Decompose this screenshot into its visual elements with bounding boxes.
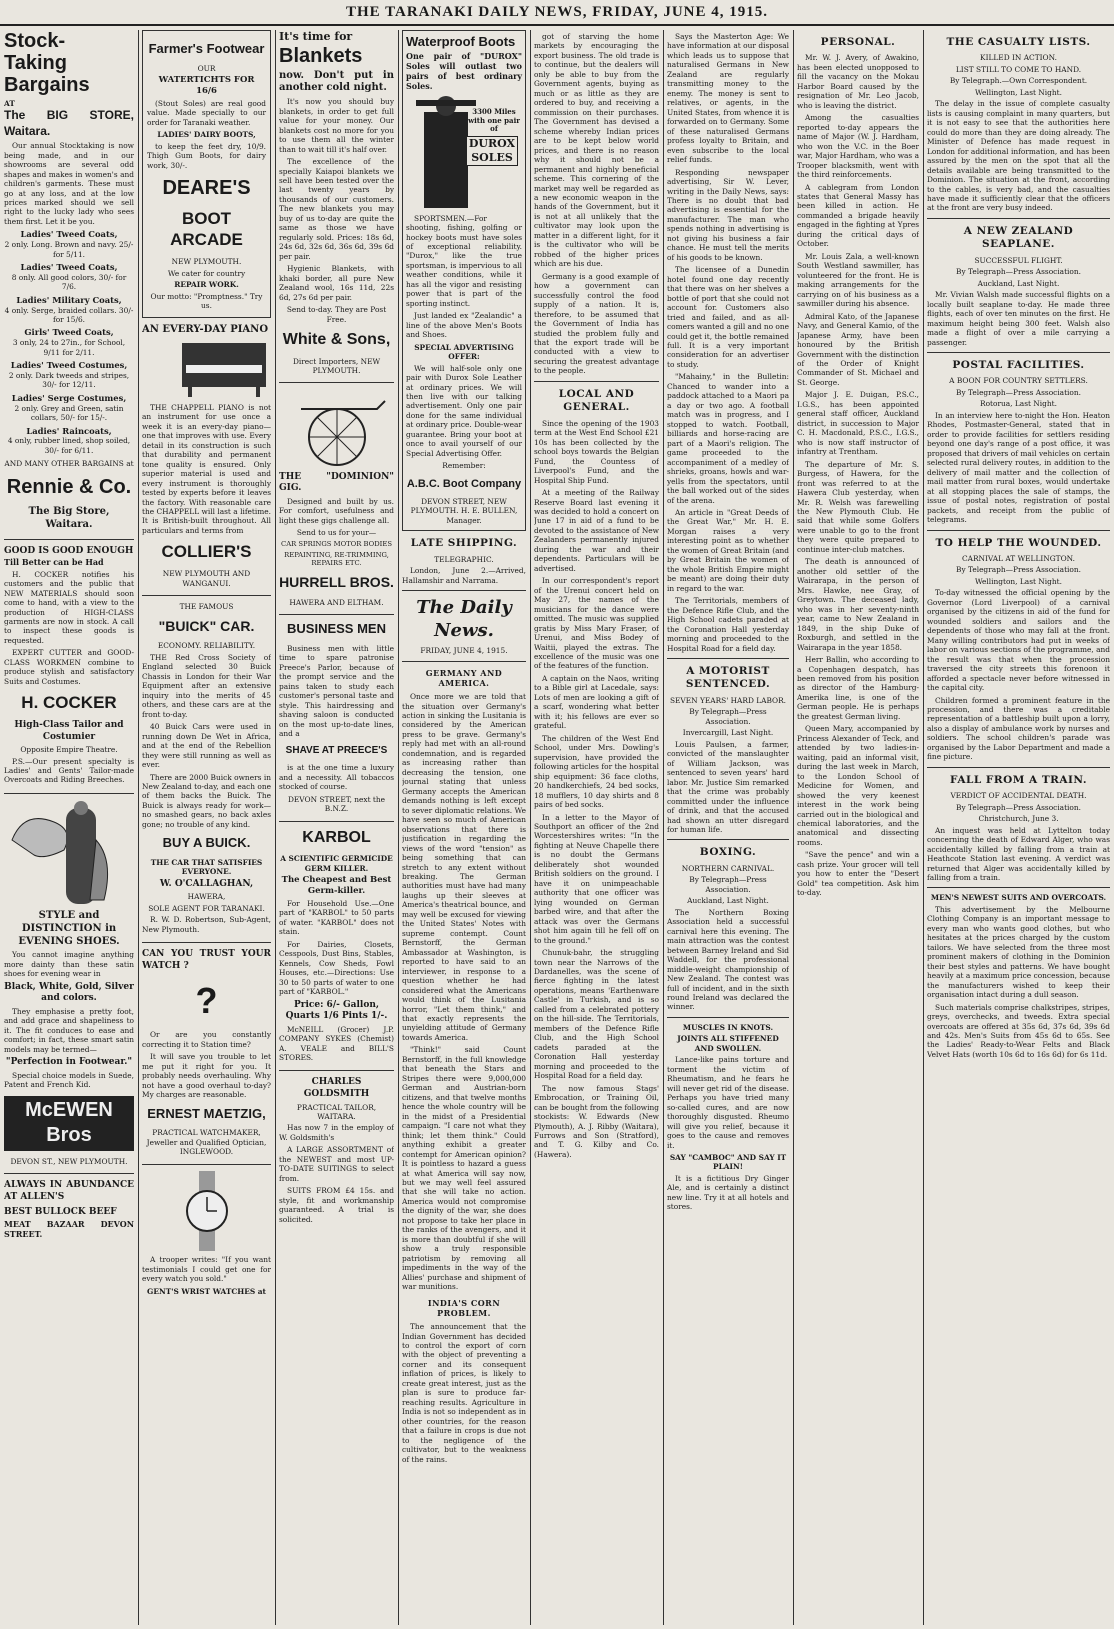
karbol-ad: KARBOL A SCIENTIFIC GERMICIDE GERM KILLER. The Cheapest and Best Germ-killer. For Household Use.—One part of "KARBOL" to 50 parts of water. "KARBOL" does not stain. For Dairies, Closets, Cesspools, Dust Bins, Stables, Kennels, Cow Sheds, Fowl Houses, etc.—Directions: Use 30 to 50 parts of water to one part of "KARBOL." Price: 6/- Gallon, Quarts 1/6 Pints 1/-. McNEILL (Grocer) J.P. COMPANY SYKES (Chemist) A. VEALE and BILL'S STORES. xyxy=(279,828,394,1072)
durox-ad: Waterproof Boots One pair of "DUROX" Soles will outlast two pairs of best ordinary Soles. 3300 Miles with one pair of DUROX SOLES SPORTSMEN.—For shooting, fishing, golfing or hockey boots must have soles of exceptional reliability. "Durox," like the true sportsman, is impervious to all weather conditions, while it has all the vigor and resisting power that is part of the sporting instinct. Just landed ex "Zealandic" a line of the above Men's Boots and Shoes. SPECIAL ADVERTISING OFFER: We will half-sole only one pair with Durox Sole Leather at ordinary prices. We will then live with our talking advertisement. Only one pair done for the same individual at ordinary price. Double-wear guarantee. Bring your boot at once to avail yourself of our Special Advertising Offer. Remember: A.B.C. Boot Company DEVON STREET, NEW PLYMOUTH. H. E. BULLEN, Manager. xyxy=(402,30,526,531)
goldsmith-ad: CHARLES GOLDSMITH PRACTICAL TAILOR, WAITARA. Has now 7 in the employ of W. Goldsmith's A LARGE ASSORTMENT of the NEWEST and most UP-TO-DATE SUITINGS to select from. SUITS FROM £4 15s. and style, fit and workmanship guaranteed. A trial is solicited. xyxy=(279,1077,394,1224)
motorist-heading: A MOTORIST SENTENCED. xyxy=(685,665,771,691)
piano-illustration xyxy=(142,339,271,399)
stocktaking-ad: Stock- Taking Bargains AT The BIG STORE, Waitara. Our annual Stocktaking is now being made, and in our showrooms are several odd shapes and makes in women's and children's garments. These must go at any loss, and at the low prices marked should we sell right to the lucky lady who sees them first. Let it be you. Ladies' Tweed Coats, 2 only. Long. Brown and navy. 25/- for 5/11. Ladies' Tweed Coats, 8 only. All good colors, 30/- for 7/6. Ladies' Military Coats, 4 only. Serge, braided collars. 30/- for 15/6. Girls' Tweed Coats, 3 only, 24 to 27in., for School, 9/11 for 2/11. Ladies' Tweed Costumes, 2 only. Dark tweeds and stripes, 30/- for 12/11. Ladies' Serge Costumes, 2 only. Grey and Green, satin collars, 50/- for 15/-. Ladies' Raincoats, 4 only, rubber lined, shop soiled, 30/- for 6/11. AND MANY OTHER BARGAINS at Rennie & Co. The Big Store, Waitara. xyxy=(4,30,134,540)
late-shipping-heading: LATE SHIPPING. xyxy=(410,537,518,550)
germany-america-heading: GERMANY AND AMERICA. xyxy=(425,667,503,688)
column-3 xyxy=(279,30,394,1625)
soldier-illustration: 3300 Miles with one pair of DUROX SOLES xyxy=(406,92,522,212)
big-store-name: The BIG STORE, Waitara. xyxy=(4,108,134,138)
deares-name: DEARE'S xyxy=(162,177,251,200)
seaplane-heading: A NEW ZEALAND SEAPLANE. xyxy=(963,224,1074,251)
cocker-ad: GOOD IS GOOD ENOUGH Till Better can be Had H. COCKER notifies his customers and the public that NEW MATERIALS should soon come to hand, with a view to the production of HIGH-CLASS garments are now in stock. A call to inspect these goods is requested. EXPERT CUTTER and GOOD-CLASS WORKMEN combine to produce stylish and satisfactory Suits and Costumes. H. COCKER High-Class Tailor and Costumier Opposite Empire Theatre. P.S.—Our present specialty is Ladies' and Gents' Tailor-made Overcoats and Riding Breeches. xyxy=(4,546,134,794)
wrist-watch-illustration xyxy=(142,1171,271,1253)
column-2: Farmer's Footwear OUR WATERTICHTS FOR 16/6 (Stout Soles) are real good value. Made specially to our order for Taranaki weather. LADIES' DAIRY BOOTS, to keep the feet dry, 10/9. Thigh Gum Boots, for dairy work, 30/-. DEARE'S BOOT ARCADE NEW PLYMOUTH. We cater for country REPAIR WORK. Our motto: "Promptness." Try us. AN EVERY-DAY PIANO THE CHAPPELL PIANO is not an instrument for use once a week it is an every-day piano—one that improves with use. Every detail in its construction is such that durability and permanent tone quality is ensured. Only superior material is used and every instrument is thoroughly tested by experts before it leaves the factory. With reasonable care the CHAPPELL will last a lifetime. It is British-built throughout. All particulars and terms from COLLIER'S NEW PLYMOUTH AND WANGANUI. THE FAMOUS "BUICK" CAR. ECONOMY. RELIABILITY. THE Red Cross Society of England selected 30 Buick Chassis in London for their War Equipment after an extensive inquiry into the merits of 45 others, and these cars are at the front to-day. 40 Buick Cars were used in running down De Wet in Africa, and at the end of the Rebellion they were still running as well as ever. There are 2000 Buick owners in New Zealand to-day, and each one of them backs the Buick. The Buick is always ready for work—no smashed gears, no back axles gone; no trouble of any kind. BUY A BUICK. THE CAR THAT SATISFIES EVERYONE. W. O'CALLAGHAN, HAWERA, SOLE AGENT FOR TARANAKI. R. W. D. Robertson, Sub-Agent, New Plymouth. CAN YOU TRUST YOUR WATCH ? ? Or are you constantly correcting it to Station time? It will save you trouble to let me put it right for you. It probably needs overhauling. Why not have a good overhaul to-day? My charges are reasonable. ERNEST MAETZIG, PRACTICAL WATCHMAKER, Jeweller and Qualified Optician, INGLEWOOD. A trooper writes: "If you want testimonials I could get one for every watch you sold." GENT'S WRIST WATCHES at xyxy=(142,30,271,1625)
wounded-heading: TO HELP THE WOUNDED. xyxy=(935,536,1102,549)
maetzig-ad: CAN YOU TRUST YOUR WATCH ? ? Or are you constantly correcting it to Station time? It will save you trouble to let me put it right for you. It probably needs overhauling. Why not have a good overhaul to-day? My charges are reasonable. ERNEST MAETZIG, PRACTICAL WATCHMAKER, Jeweller and Qualified Optician, INGLEWOOD. xyxy=(142,949,271,1164)
casualty-heading: THE CASUALTY LISTS. xyxy=(946,36,1091,48)
column-5: got of starving the home markets by encouraging the export business. The old trade is to continue, but the dealers will only be able to buy from the Government agents, buying as much or as little as they are ordered to buy, and receiving a commission on their purchases. The Government has devised a scheme whereby Indian prices are to be kept below world prices, and there is no reason why it should not be a permanent and highly beneficial scheme. This cornering of the market may well be regarded as a new economic weapon in the hands of the Government, but it is not at all unlikely that the cultivator may look upon the matter in a different light, for it is the cultivator who will be robbed of the higher prices which are his due. Germany is a good example of how a government can successfully control the food supply of a nation. It is, therefore, to be assumed that the Government of India has studied the problem fully and that the export trade will be conducted with a view to securing the greatest advantage to the people. LOCAL AND GENERAL. Since the opening of the 1903 term at the West End School £21 10s has been collected by the school boys towards the Belgian Fund, the Countess of Liverpool's Fund, and the Hospital Ship Fund. At a meeting of the Railway Reserve Board last evening it was decided to hold a concert on June 17 in aid of a fund to be devoted to the assistance of New Zealanders permanently injured during the war and their dependents. Particulars will be advertised. In our correspondent's report of the Urenui concert held on May 27, the names of the musicians for the dance were omitted. The music was supplied gratis by Miss Mary Fraser, of Urenui, and Miss Bodey of Waitii, played the extras. The excellence of the music was one of the features of the function. A captain on the Naos, writing to a Bible girl at Lacedale, says: Lots of men are looking a gift of a scarf, wondering what better with it; his fellows are ever so grateful. The children of the West End School, under Mrs. Dowling's supervision, have provided the following articles for the hospital ship equipment: 36 face cloths, 20 handkerchiefs, 24 bed socks, 18 mufflers, 10 day shirts and 8 pairs of bed socks. In a letter to the Mayor of Southport an officer of the 2nd Worcestershires writes: "In the fighting at Neuve Chapelle there is no doubt the Germans deliberately shot wounded British soldiers on the ground. I have it on unimpeachable authority that one officer was lying wounded on German barbed wire, and that after the attack was over the Germans shot him again till he fell off on to the ground." Chunuk-bahr, the struggling town near the Narrows of the Dardanelles, was the scene of fierce fighting in the latest operations, means 'Earthenware Castle' in Turkish, and is so called from a celebrated pottery on the hill-side. The Territorials, members of the Defence Rifle Club, and the High School cadets paraded at the Coronation Hall yesterday morning and proceeded to the Hospital Road for a field day. The now famous Stags' Embrocation, or Training Oil, can be bought from the following stockists: W. Edwards (New Plymouth), A. J. Ribby (Waitara), Furrows and Son (Stratford), and T. G. Kilby and Co. (Hawera). xyxy=(534,32,659,1159)
suits-heading: MEN'S NEWEST SUITS AND OVERCOATS. xyxy=(930,893,1107,903)
column-6: Says the Masterton Age: We have information at our disposal which leads us to suppose that naturalised Germans in New Zealand are regularly transmitting money to the enemy. The money is sent to relatives, or agents, in the United States, from whence it is forwarded on to Germany. Some of these naturalised Germans profess loyalty to Britain, and even subscribe to the local relief funds. Responding newspaper advertising, Sir W. Lever, writing in the Daily News, says: There is no doubt that bad advertising is essential for the manufacturer. The man who spends nothing in advertising is not giving his business a fair chance. He must tell the merits of his goods to be known. The licensee of a Dunedin hotel found one day recently that there was on her shelves a bottle of port that she could not account for. Customers also tried and failed, and as all-comers wanted a gill and no one could get it, the bottle remained full. It is a very important consideration for an advertiser to study. "Mahainy," in the Bulletin: Chanced to wander into a paddock attached to a Maori pa a day or two ago. A football match was in progress, and I stopped to watch. Football, billiards and horse-racing are part of a Maori's religion. The game proceeded to the accompaniment of a medley of shrieks, groans, howls and war-yells from the spectators, until the ball worked out of the sides of the arena. An article in "Great Deeds of the Great War," Mr. H. E. Morgan raises a very interesting point as to whether the women of Great Britain (and by Great Britain the women of the whole British Empire might be meant) are doing their duty in regard to the war. The Territorials, members of the Defence Rifle Club, and the High School cadets paraded at the Coronation Hall yesterday morning and proceeded to the Hospital Road for a field day. A MOTORIST SENTENCED. SEVEN YEARS' HARD LABOR. By Telegraph—Press Association. Invercargill, Last Night. Louis Paulsen, a farmer, convicted of the manslaughter of William Jackson, was sentenced to seven years' hard labor. Mr. Justice Sim remarked that the crime was probably committed under the influence of drink, and that the accused had shown an utter disregard for human life. BOXING. NORTHERN CARNIVAL. By Telegraph—Press Association. Auckland, Last Night. The Northern Boxing Association held a successful carnival here this evening. The main attraction was the contest between Barney Ireland and Sid Waddell, for the professional middle-weight championship of New Zealand. The contest was full of incident, and in the sixth round Ireland was declared the winner. MUSCLES IN KNOTS. JOINTS ALL STIFFENED AND SWOLLEN. Lance-like pains torture and torment the victim of Rheumatism, and he fears he will never get rid of the disease. Perhaps you have tried many so-called cures, and are now thoroughly disgusted. Rheumo will give you relief, because it goes to the cause and removes it. SAY "CAMBOC" AND SAY IT PLAIN! It is a fictitious Dry Ginger Ale, and is certainly a distinct new line. Try it at all hotels and stores. xyxy=(667,32,789,1212)
allens-ad: ALWAYS IN ABUNDANCE AT ALLEN'S xyxy=(4,1180,134,1202)
personal-heading: PERSONAL. xyxy=(820,36,896,48)
india-corn-heading: INDIA'S CORN PROBLEM. xyxy=(427,1297,501,1318)
postal-heading: POSTAL FACILITIES. xyxy=(952,359,1085,372)
bargain-list: Ladies' Tweed Coats, 2 only. Long. Brown and navy. 25/- for 5/11. Ladies' Tweed Coats, 8 only. All good colors, 30/- for 7/6. Ladies' Military Coats, 4 only. Serge, braided collars. 30/- for 15/6. Girls' Tweed Coats, 3 only, 24 to 27in., for School, 9/11 for 2/11. Ladies' Tweed Costumes, 2 only. Dark tweeds and stripes, 30/- for 12/11. Ladies' Serge Costumes, 2 only. Grey and Green, satin collars, 50/- for 15/-. Ladies' Raincoats, 4 only, rubber lined, shop soiled, 30/- for 6/11. xyxy=(4,229,134,455)
masthead: THE TARANAKI DAILY NEWS, FRIDAY, JUNE 4, 1915. xyxy=(0,0,1114,26)
gig-illustration xyxy=(279,389,394,471)
boxing-heading: BOXING. xyxy=(699,846,757,859)
shoe-illustration xyxy=(4,800,134,910)
mcewen-name: McEWEN Bros xyxy=(4,1096,134,1151)
column-7: PERSONAL. Mr. W. J. Avery, of Awakino, has been elected unopposed to fill the vacancy on the Mokau Harbor Board caused by the resignation of Mr. Leo Jacob, who is leaving the district. Among the casualties reported to-day appears the name of Major (W. J. Hardham, who won the V.C. in the Boer war, Major Hardham, who was a Trooper blacksmith, went with the third reinforcements. A cablegram from London states that General Massy has been killed in action. He commanded a brigade heavily engaged in the fighting at Ypres during the critical days of October. Mr. Louis Zala, a well-known South Westland sawmiller, has volunteered for the front. He is making arrangements for the carrying on of his business as a sawmiller during his absence. Admiral Kato, of the Japanese Navy, and General Kamio, of the Japanese Army, have been honoured by the British Government with the distinction of the Order of Knight Commander of St. Michael and St. George. Major J. E. Duigan, P.S.C., I.G.S., has been appointed general staff officer, Auckland district, in succession to Major C. H. Macdonald, P.S.C., I.G.S., who is now staff instructor of infantry at Trentham. The departure of Mr. S. Burgess, of Hawera, for the front was referred to at the Hawera Club yesterday, when Mr. R. Welsh was farewelling the New Plymouth Club. He said that while some Golfers were unable to go to the front they were quite prepared to continue inter-club matches. The death is announced of another old settler of the Wairarapa, in the person of Mrs. Hawke, nee Gray, of Greytown. The deceased lady, who was in her seventy-ninth year, came to New Zealand in 1849, in the ship Duke of Roxburgh, and settled in the Wairarapa in the year 1858. Herr Ballin, who according to a Copenhagen despatch, has been removed from his position as director of the Hamburg-Amerika line, is one of the German people. He is perhaps the greatest German living. Queen Mary, accompanied by Princess Alexander of Teck, and attended by two ladies-in-waiting, paid an informal visit, during the last week in March, to the London School of Medicine for Women, and showed the very keenest interest in the work being carried out in the biological and chemical laboratories, and the anatomical and dissecting rooms. "Save the pence" and win a cash prize. Your grocer will tell you how to enter the "Desert Gold" tea competition. Ask him to-day. xyxy=(797,36,919,898)
buick-ad: THE FAMOUS "BUICK" CAR. ECONOMY. RELIABILITY. THE Red Cross Society of England selected 30 Buick Chassis in London for their War Equipment after an extensive inquiry into the merits of 45 others, and these cars are at the front to-day. 40 Buick Cars were used in running down De Wet in Africa, and at the end of the Rebellion they were still running as well as ever. There are 2000 Buick owners in New Zealand to-day, and each one of them backs the Buick. The Buick is always ready for work—no smashed gears, no back axles gone; no trouble of any kind. BUY A BUICK. THE CAR THAT SATISFIES EVERYONE. W. O'CALLAGHAN, HAWERA, SOLE AGENT FOR TARANAKI. R. W. D. Robertson, Sub-Agent, New Plymouth. xyxy=(142,602,271,943)
fall-train-heading: FALL FROM A TRAIN. xyxy=(950,773,1087,786)
rennie-name: Rennie & Co. xyxy=(6,475,132,498)
dominion-gig-ad: THE "DOMINION" GIG. Designed and built by us. For comfort, usefulness and light these gigs challenge all. Send to us for your— CAR SPRINGS MOTOR BODIES REPAINTING, RE-TRIMMING, REPAIRS ETC. HURRELL BROS. HAWERA AND ELTHAM. xyxy=(279,389,394,615)
daily-news-nameplate: The Daily News. xyxy=(416,597,512,642)
column-1: Stock- Taking Bargains AT The BIG STORE, Waitara. Our annual Stocktaking is now being made, and in our showrooms are several odd shapes and makes in women's and children's garments. These must go at any loss, and at the low prices marked should we sell right to the lucky lady who sees them first. Let it be you. Ladies' Tweed Coats, 2 only. Long. Brown and navy. 25/- for 5/11. Ladies' Tweed Coats, 8 only. All good colors, 30/- for 7/6. Ladies' Military Coats, 4 only. Serge, braided collars. 30/- for 15/6. Girls' Tweed Coats, 3 only, 24 to 27in., for School, 9/11 for 2/11. Ladies' Tweed Costumes, 2 only. Dark tweeds and stripes, 30/- for 12/11. Ladies' Serge Costumes, 2 only. Grey and Green, satin collars, 50/- for 15/-. Ladies' Raincoats, 4 only, rubber lined, shop soiled, 30/- for 6/11. AND MANY OTHER BARGAINS at Rennie & Co. The Big Store, Waitara. GOOD IS GOOD ENOUGH Till Better can be Had H. COCKER notifies his customers and the public that NEW MATERIALS should soon come to hand, with a view to the production of HIGH-CLASS garments are now in stock. A call to inspect these goods is requested. EXPERT CUTTER and GOOD-CLASS WORKMEN combine to produce stylish and satisfactory Suits and Costumes. H. COCKER High-Class Tailor and Costumier Opposite Empire Theatre. P.S.—Our present specialty is Ladies' and Gents' Tailor-made Overcoats and Riding Breeches. STYLE and DISTINCTION in EVENING SHOES. You cannot imagine anything more dainty than these satin shoes for evening wear in Black, White, Gold, Silver and colors. They emphasise a pretty foot, and add grace and shapeliness to it. The fit conduces to ease and comfort; in fact, these smart satin models may be termed— "Perfection in Footwear." Special choice models in Suede, Patent and French Kid. McEWEN Bros DEVON ST., NEW PLYMOUTH. ALWAYS IN ABUNDANCE AT ALLEN'S BEST BULLOCK BEEF MEAT BAZAAR DEVON STREET. xyxy=(4,30,134,1239)
colliers-name: COLLIER'S xyxy=(161,542,252,562)
stocktaking-heading: Stock- Taking Bargains xyxy=(4,30,90,96)
column-4: Waterproof Boots One pair of "DUROX" Soles will outlast two pairs of best ordinary Soles. 3300 Miles with one pair of DUROX SOLES SPORTSMEN.—For shooting, fishing, golfing or hockey boots must have soles of exceptional reliability. "Durox," like the true sportsman, is impervious to all weather conditions, while it has all the vigor and resisting power that is part of the sporting instinct. Just landed ex "Zealandic" a line of the above Men's Boots and Shoes. SPECIAL ADVERTISING OFFER: We will half-sole only one pair with Durox Sole Leather at ordinary prices. We will then live with our talking advertisement. Only one pair done for the same individual at ordinary price. Double-wear guarantee. Bring your boot at once to avail yourself of our Special Advertising Offer. Remember: A.B.C. Boot Company DEVON STREET, NEW PLYMOUTH. H. E. BULLEN, Manager. LATE SHIPPING. TELEGRAPHIC. London, June 2.—Arrived, Hallamshir and Narrama. The Daily News. FRIDAY, JUNE 4, 1915. GERMANY AND AMERICA. Once more we are told that the situation over Germany's action in sinking the Lusitania is considered by the American press to be grave. Germany's reply had met with an all-round condemnation, and is regarded as increasing rather than decreasing the tension, one journal stating that unless Germany accepts the American demands nothing is left except to sever diplomatic relations. We have seen so much of American observations that there is justification in regarding the views of the word "tension" as being something that can stretch to any extent without breaking. The German authorities must have had many laughs up their sleeves at America's theatrical bounce, and may well be excused for viewing the United States' Notes with supreme contempt. Count Bernstorff, the German Ambassador at Washington, is reported to have said to an interviewer, in response to a question whether he had considered what the Americans would think of the Lusitania horror, "Let them think," and that exactly represents the unyielding attitude of Germany towards America. "Think!" said Count Bernstorff, in the full knowledge that beneath the Stars and Stripes there were 9,000,000 German and Austrian-born citizens, and that twelve months hence the whole country will be in the midst of a Presidential campaign. "I care not what they think; let them think." Could anything exhibit a greater contempt for American opinion? It is pointless to hazard a guess at what America will say now, but we may well feel assured that she will take no action. America would not compromise the dignity of the war, she does not propose to take her place in the ranks of the avengers, and it is more than doubtful if she will show a truly responsible patriotism by removing all impediments in the way of the Allies' purchase and shipment of war munitions. INDIA'S CORN PROBLEM. The announcement that the Indian Government has decided to control the export of corn with the object of preventing a corner and its consequent inflation of prices, is likely to create great interest, just as the plan is sure to produce far-reaching results. Agriculture in India is not so independent as in other countries, for the reason that a failure in crops is due not to the negligence of the cultivator, but to the weakness of the rains. xyxy=(402,30,526,1625)
piano-ad: AN EVERY-DAY PIANO THE CHAPPELL PIANO is not an instrument for use once a week it is an every-day piano—one that improves with use. Every detail in its construction is such that durability and permanent tone quality is ensured. Only superior material is used and every instrument is thoroughly tested by experts before it leaves the factory. With reasonable care the CHAPPELL will last a lifetime. It is British-built throughout. All particulars and terms from COLLIER'S NEW PLYMOUTH AND WANGANUI. xyxy=(142,324,271,597)
farmers-footwear-ad: Farmer's Footwear OUR WATERTICHTS FOR 16/6 (Stout Soles) are real good value. Made specially to our order for Taranaki weather. LADIES' DAIRY BOOTS, to keep the feet dry, 10/9. Thigh Gum Boots, for dairy work, 30/-. DEARE'S BOOT ARCADE NEW PLYMOUTH. We cater for country REPAIR WORK. Our motto: "Promptness." Try us. xyxy=(142,30,271,318)
local-general-heading: LOCAL AND GENERAL. xyxy=(558,387,635,414)
cocker-name: H. COCKER xyxy=(21,693,117,713)
preece-ad: BUSINESS MEN Business men with little time to spare patronise Preece's Parlor, because of the prompt service and the pains taken to study each customer's personal taste and style. This hairdressing and shaving saloon is conducted on the most up-to-date lines, and a SHAVE AT PREECE'S is at the one time a luxury and a necessity. All tobaccos stocked of course. DEVON STREET, next the B.N.Z. xyxy=(279,621,394,821)
mcewen-ad: STYLE and DISTINCTION in EVENING SHOES. You cannot imagine anything more dainty than these satin shoes for evening wear in Black, White, Gold, Silver and colors. They emphasise a pretty foot, and add grace and shapeliness to it. The fit conduces to ease and comfort; in fact, these smart satin models may be termed— "Perfection in Footwear." Special choice models in Suede, Patent and French Kid. McEWEN Bros DEVON ST., NEW PLYMOUTH. xyxy=(4,800,134,1174)
column-8: THE CASUALTY LISTS. KILLED IN ACTION. LIST STILL TO COME TO HAND. By Telegraph.—Own Correspondent. Wellington, Last Night. The delay in the issue of complete casualty lists is causing complaint in many quarters, but it is not easy to see that the authorities here could do more than they are doing already. The Minister of Defence has made request in London for additional information, and has been assured by the men on the spot that all the details available are being transmitted to the Dominion. The situation at the front, according to the cables, is very bad, and the casualties have made it sufficiently clear that the officers at the front are very busy indeed. A NEW ZEALAND SEAPLANE. SUCCESSFUL FLIGHT. By Telegraph—Press Association. Auckland, Last Night. Mr. Vivian Walsh made successful flights on a locally built seaplane to-day. He made three flights, each of over ten minutes on the first. He maximum height being 300 feet. Walsh also made a flight of over a mile carrying a passenger. POSTAL FACILITIES. A BOON FOR COUNTRY SETTLERS. By Telegraph—Press Association. Rotorua, Last Night. In an interview here to-night the Hon. Heaton Rhodes, Postmaster-General, stated that in order to provide facilities for settlers residing beyond one day's range of a post office, it was proposed that drivers of mail vehicles on certain selected rural delivery routes, in addition to the delivery of mail matter and the collection of mail matter from rural boxes, would undertake at all stopping places the sale of stamps, the issue of postal notes, registration of postal packets, and receipt from the public of telegrams. TO HELP THE WOUNDED. CARNIVAL AT WELLINGTON. By Telegraph—Press Association. Wellington, Last Night. To-day witnessed the official opening by the Governor (Lord Liverpool) of a carnival organised by the citizens in aid of the fund for wounded soldiers and sailors and the dependents of those who may fall at the front. Many willing contributors had put in weeks of labor on various sections of the programme, and the result was that when the procession traversed the city streets this forenoon it afforded a spectacle never before witnessed in the capital city. Children formed a prominent feature in the procession, and there was a creditable representation of a battleship built upon a lorry, also a display of ambulance work by nurses and soldiers. The school children's parade was organised by the Labor Department and made a fine picture. FALL FROM A TRAIN. VERDICT OF ACCIDENTAL DEATH. By Telegraph—Press Association. Christchurch, June 3. An inquest was held at Lyttelton today concerning the death of Edward Alger, who was accidentally killed by falling from a train at Heathcote Station last evening. A verdict was returned that Alger was accidentally killed by falling from a train. MEN'S NEWEST SUITS AND OVERCOATS. This advertisement by the Melbourne Clothing Company is an important message to every man who wants good clothes, but who hesitates at the prices charged by the custom tailors. We have selected from the three most prominent makers of clothing in the Dominion their best styles and patterns. We have bought heavily at a maximum price concession, because the manufacturers wished to keep their organisation intact during a dull season. Such materials comprise chalkstripes, stripes, greys, overchecks, and tweeds. Extra special overcoats are offered at 35s 6d, 37s 6d, 39s 6d and 42s. Men's Suits from 45s 6d to 65s. See the Ladies' Ready-to-Wear Felts and Black Velvet Hats (worth 10s 6d to 16s 6d) for 6s 11d. xyxy=(927,36,1110,1059)
white-sons-name: White & Sons, xyxy=(282,331,391,349)
blankets-ad: It's time for Blankets now. Don't put in another cold night. It's now you should buy blankets, in order to get full value for your money. Our blankets cost no more for you to use them all the winter than to wait till it's half over. The excellence of the specially Kaiapoi blankets we sell have been tested over the last twenty years by thousands of our customers. The new blankets you may buy of us to-day are quite the same as those we have regularly sold. Prices: 18s 6d, 24s 6d, 32s 6d, 36s 6d, 39s 6d per pair. Hygienic Blankets, with khaki border, all pure New Zealand wool, 16s 11d, 22s 6d, 27s 6d per pair. Send to-day. They are Post Free. White & Sons, Direct Importers, NEW PLYMOUTH. xyxy=(279,30,394,383)
